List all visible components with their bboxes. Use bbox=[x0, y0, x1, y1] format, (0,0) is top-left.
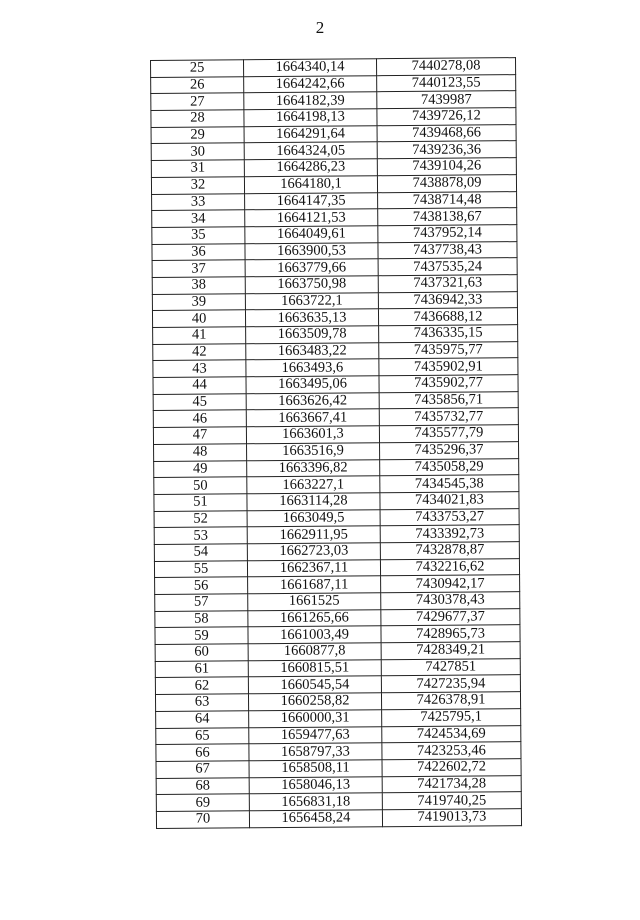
x-coordinate-cell: 1661525 bbox=[248, 593, 381, 611]
x-coordinate-cell: 1656831,18 bbox=[249, 793, 382, 811]
point-number-cell: 31 bbox=[151, 160, 244, 177]
y-coordinate-cell: 7421734,28 bbox=[382, 775, 521, 793]
y-coordinate-cell: 7438714,48 bbox=[378, 191, 517, 209]
y-coordinate-cell: 7427235,94 bbox=[381, 675, 520, 693]
x-coordinate-cell: 1658508,11 bbox=[249, 760, 382, 778]
x-coordinate-cell: 1660000,31 bbox=[249, 710, 382, 728]
point-number-cell: 65 bbox=[156, 727, 249, 744]
x-coordinate-cell: 1658046,13 bbox=[249, 776, 382, 794]
point-number-cell: 70 bbox=[156, 811, 249, 828]
point-number-cell: 64 bbox=[156, 711, 249, 728]
point-number-cell: 63 bbox=[155, 694, 248, 711]
y-coordinate-cell: 7435577,79 bbox=[379, 425, 518, 443]
table-row bbox=[156, 809, 521, 829]
point-number-cell: 35 bbox=[152, 227, 245, 244]
x-coordinate-cell: 1661687,11 bbox=[248, 576, 381, 594]
y-coordinate-cell: 7437738,43 bbox=[378, 241, 517, 259]
point-number-cell: 27 bbox=[151, 93, 244, 110]
point-number-cell: 62 bbox=[155, 677, 248, 694]
x-coordinate-cell: 1656458,24 bbox=[249, 810, 382, 828]
y-coordinate-cell: 7439104,26 bbox=[377, 158, 516, 176]
y-coordinate-cell: 7438138,67 bbox=[378, 208, 517, 226]
y-coordinate-cell: 7439468,66 bbox=[377, 124, 516, 142]
y-coordinate-cell: 7433392,73 bbox=[380, 525, 519, 543]
y-coordinate-cell: 7428349,21 bbox=[381, 642, 520, 660]
point-number-cell: 36 bbox=[152, 243, 245, 260]
point-number-cell: 61 bbox=[155, 660, 248, 677]
x-coordinate-cell: 1663493,6 bbox=[246, 359, 379, 377]
x-coordinate-cell: 1663667,41 bbox=[246, 409, 379, 427]
y-coordinate-cell: 7427851 bbox=[381, 658, 520, 676]
x-coordinate-cell: 1662911,95 bbox=[247, 526, 380, 544]
y-coordinate-cell: 7435732,77 bbox=[379, 408, 518, 426]
point-number-cell: 41 bbox=[153, 327, 246, 344]
x-coordinate-cell: 1660877,8 bbox=[248, 643, 381, 661]
point-number-cell: 37 bbox=[152, 260, 245, 277]
y-coordinate-cell: 7424534,69 bbox=[382, 725, 521, 743]
point-number-cell: 56 bbox=[155, 577, 248, 594]
y-coordinate-cell: 7435902,91 bbox=[379, 358, 518, 376]
y-coordinate-cell: 7428965,73 bbox=[381, 625, 520, 643]
x-coordinate-cell: 1664340,14 bbox=[244, 59, 377, 77]
y-coordinate-cell: 7423253,46 bbox=[382, 742, 521, 760]
y-coordinate-cell: 7437535,24 bbox=[378, 258, 517, 276]
x-coordinate-cell: 1663900,53 bbox=[245, 242, 378, 260]
x-coordinate-cell: 1664049,61 bbox=[245, 226, 378, 244]
x-coordinate-cell: 1663396,82 bbox=[247, 459, 380, 477]
point-number-cell: 46 bbox=[153, 410, 246, 427]
x-coordinate-cell: 1664147,35 bbox=[245, 192, 378, 210]
x-coordinate-cell: 1663635,13 bbox=[245, 309, 378, 327]
y-coordinate-cell: 7437321,63 bbox=[378, 275, 517, 293]
y-coordinate-cell: 7439987 bbox=[377, 91, 516, 109]
y-coordinate-cell: 7419013,73 bbox=[382, 809, 521, 827]
y-coordinate-cell: 7436688,12 bbox=[378, 308, 517, 326]
x-coordinate-cell: 1664182,39 bbox=[244, 92, 377, 110]
y-coordinate-cell: 7432878,87 bbox=[380, 542, 519, 560]
point-number-cell: 34 bbox=[152, 210, 245, 227]
coordinates-table-body bbox=[151, 58, 522, 828]
point-number-cell: 47 bbox=[153, 427, 246, 444]
x-coordinate-cell: 1662367,11 bbox=[247, 559, 380, 577]
point-number-cell: 28 bbox=[151, 110, 244, 127]
x-coordinate-cell: 1663495,06 bbox=[246, 376, 379, 394]
point-number-cell: 44 bbox=[153, 377, 246, 394]
x-coordinate-cell: 1664291,64 bbox=[244, 125, 377, 143]
x-coordinate-cell: 1660545,54 bbox=[248, 676, 381, 694]
point-number-cell: 60 bbox=[155, 644, 248, 661]
y-coordinate-cell: 7422602,72 bbox=[382, 758, 521, 776]
x-coordinate-cell: 1661003,49 bbox=[248, 626, 381, 644]
point-number-cell: 59 bbox=[155, 627, 248, 644]
x-coordinate-cell: 1663483,22 bbox=[246, 342, 379, 360]
y-coordinate-cell: 7435296,37 bbox=[380, 441, 519, 459]
x-coordinate-cell: 1660815,51 bbox=[248, 659, 381, 677]
y-coordinate-cell: 7440123,55 bbox=[377, 74, 516, 92]
y-coordinate-cell: 7432216,62 bbox=[380, 558, 519, 576]
y-coordinate-cell: 7419740,25 bbox=[382, 792, 521, 810]
y-coordinate-cell: 7435975,77 bbox=[379, 341, 518, 359]
point-number-cell: 45 bbox=[153, 394, 246, 411]
y-coordinate-cell: 7426378,91 bbox=[381, 692, 520, 710]
y-coordinate-cell: 7429677,37 bbox=[381, 608, 520, 626]
x-coordinate-cell: 1663626,42 bbox=[246, 392, 379, 410]
point-number-cell: 32 bbox=[151, 177, 244, 194]
x-coordinate-cell: 1663516,9 bbox=[247, 443, 380, 461]
x-coordinate-cell: 1663509,78 bbox=[246, 326, 379, 344]
point-number-cell: 68 bbox=[156, 777, 249, 794]
point-number-cell: 52 bbox=[154, 510, 247, 527]
x-coordinate-cell: 1663049,5 bbox=[247, 509, 380, 527]
y-coordinate-cell: 7436942,33 bbox=[378, 291, 517, 309]
x-coordinate-cell: 1663722,1 bbox=[245, 292, 378, 310]
point-number-cell: 69 bbox=[156, 794, 249, 811]
x-coordinate-cell: 1658797,33 bbox=[249, 743, 382, 761]
point-number-cell: 26 bbox=[151, 76, 244, 93]
point-number-cell: 39 bbox=[152, 293, 245, 310]
x-coordinate-cell: 1664198,13 bbox=[244, 109, 377, 127]
point-number-cell: 66 bbox=[156, 744, 249, 761]
point-number-cell: 54 bbox=[154, 544, 247, 561]
x-coordinate-cell: 1664324,05 bbox=[244, 142, 377, 160]
y-coordinate-cell: 7438878,09 bbox=[377, 174, 516, 192]
x-coordinate-cell: 1664121,53 bbox=[245, 209, 378, 227]
y-coordinate-cell: 7430378,43 bbox=[381, 592, 520, 610]
x-coordinate-cell: 1664242,66 bbox=[244, 75, 377, 93]
x-coordinate-cell: 1662723,03 bbox=[247, 543, 380, 561]
x-coordinate-cell: 1663601,3 bbox=[246, 426, 379, 444]
x-coordinate-cell: 1661265,66 bbox=[248, 609, 381, 627]
point-number-cell: 25 bbox=[151, 60, 244, 77]
y-coordinate-cell: 7434545,38 bbox=[380, 475, 519, 493]
y-coordinate-cell: 7435902,77 bbox=[379, 375, 518, 393]
x-coordinate-cell: 1663779,66 bbox=[245, 259, 378, 277]
point-number-cell: 30 bbox=[151, 143, 244, 160]
point-number-cell: 42 bbox=[153, 343, 246, 360]
x-coordinate-cell: 1660258,82 bbox=[248, 693, 381, 711]
point-number-cell: 53 bbox=[154, 527, 247, 544]
point-number-cell: 29 bbox=[151, 127, 244, 144]
point-number-cell: 50 bbox=[154, 477, 247, 494]
x-coordinate-cell: 1664180,1 bbox=[244, 176, 377, 194]
y-coordinate-cell: 7439726,12 bbox=[377, 108, 516, 126]
coordinates-table bbox=[150, 57, 522, 828]
point-number-cell: 38 bbox=[152, 277, 245, 294]
y-coordinate-cell: 7439236,36 bbox=[377, 141, 516, 159]
point-number-cell: 67 bbox=[156, 761, 249, 778]
y-coordinate-cell: 7435058,29 bbox=[380, 458, 519, 476]
point-number-cell: 40 bbox=[152, 310, 245, 327]
point-number-cell: 57 bbox=[155, 594, 248, 611]
x-coordinate-cell: 1664286,23 bbox=[244, 159, 377, 177]
point-number-cell: 58 bbox=[155, 610, 248, 627]
point-number-cell: 33 bbox=[152, 193, 245, 210]
x-coordinate-cell: 1659477,63 bbox=[249, 726, 382, 744]
y-coordinate-cell: 7435856,71 bbox=[379, 391, 518, 409]
x-coordinate-cell: 1663114,28 bbox=[247, 493, 380, 511]
y-coordinate-cell: 7440278,08 bbox=[376, 58, 515, 76]
y-coordinate-cell: 7434021,83 bbox=[380, 491, 519, 509]
point-number-cell: 51 bbox=[154, 494, 247, 511]
x-coordinate-cell: 1663227,1 bbox=[247, 476, 380, 494]
point-number-cell: 43 bbox=[153, 360, 246, 377]
y-coordinate-cell: 7436335,15 bbox=[379, 325, 518, 343]
point-number-cell: 55 bbox=[154, 560, 247, 577]
x-coordinate-cell: 1663750,98 bbox=[245, 276, 378, 294]
y-coordinate-cell: 7425795,1 bbox=[382, 708, 521, 726]
y-coordinate-cell: 7433753,27 bbox=[380, 508, 519, 526]
point-number-cell: 48 bbox=[154, 444, 247, 461]
y-coordinate-cell: 7430942,17 bbox=[381, 575, 520, 593]
point-number-cell: 49 bbox=[154, 460, 247, 477]
page-number: 2 bbox=[315, 18, 325, 37]
y-coordinate-cell: 7437952,14 bbox=[378, 224, 517, 242]
